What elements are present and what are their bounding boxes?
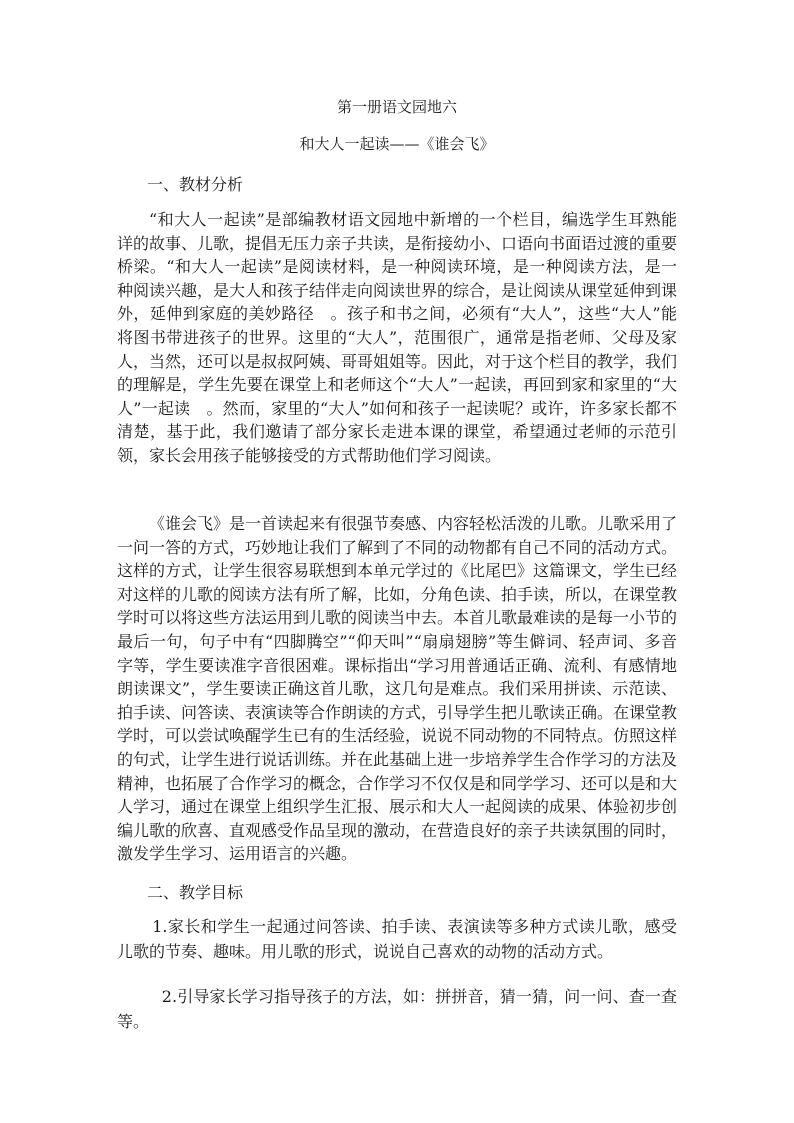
goal-item-2: 2.引导家长学习指导孩子的方法，如：拼拼音，猜一猜，问一问、查一查等。 [117,987,677,1031]
section-heading-goals: 二、教学目标 [147,883,244,902]
document-title: 第一册语文园地六 [336,98,457,116]
goal-item-1: 1.家长和学生一起通过问答读、拍手读、表演读等多种方式读儿歌，感受儿歌的节奏、趣味。用儿歌的形式，说说自己喜欢的动物的活动方式。 [117,917,677,961]
paragraph-analysis-1: “和大人一起读”是部编教材语文园地中新增的一个栏目，编选学生耳熟能详的故事、儿歌，提倡无压力亲子共读，是衔接幼小、口语向书面语过渡的重要桥梁。“和大人一起读”是阅读材料，是一种阅读环境，是一种阅读方法，是一种阅读兴趣，是大人和孩子结伴走向阅读世界的综合，是让阅读从课堂延伸到课外，延伸到家庭的美妙路径 。孩子和书之间，必须有“大人”，这些“大人”能将图书带进孩子的世界。这里的“大人”，范围很广，通常是指老师、父母及家人，当然，还可以是叔叔阿姨、哥哥姐姐等。因此，对于这个栏目的教学，我们的理解是，学生先要在课堂上和老师这个“大人”一起读，再回到家和家里的“大人”一起读 。然而，家里的“大人”如何和孩子一起读呢？或许，许多家长都不清楚，基于此，我们邀请了部分家长走进本课的课堂，希望通过老师的示范引领，家长会用孩子能够接受的方式帮助他们学习阅读。 [117,210,678,465]
section-heading-analysis: 一、教材分析 [147,175,244,194]
paragraph-analysis-2: 《谁会飞》是一首读起来有很强节奏感、内容轻松活泼的儿歌。儿歌采用了一问一答的方式，巧妙地让我们了解到了不同的动物都有自己不同的活动方式。这样的方式，让学生很容易联想到本单元学过的《比尾巴》这篇课文，学生已经对这样的儿歌的阅读方法有所了解，比如，分角色读、拍手读，所以，在课堂教学时可以将这些方法运用到儿歌的阅读当中去。本首儿歌最难读的是每一小节的最后一句，句子中有“四脚腾空”“仰天叫”“扇扇翅膀”等生僻词、轻声词、多音字等，学生要读准字音很困难。课标指出“学习用普通话正确、流利、有感情地朗读课文”，学生要读正确这首儿歌，这几句是难点。我们采用拼读、示范读、拍手读、问答读、表演读等合作朗读的方式，引导学生把儿歌读正确。在课堂教学时，可以尝试唤醒学生已有的生活经验，说说不同动物的不同特点。仿照这样的句式，让学生进行说话训练。并在此基础上进一步培养学生合作学习的方法及精神，也拓展了合作学习的概念，合作学习不仅仅是和同学学习、还可以是和大人学习，通过在课堂上组织学生汇报、展示和大人一起阅读的成果、体验初步创编儿歌的欣喜、直观感受作品呈现的激动，在营造良好的亲子共读氛围的同时，激发学生学习、运用语言的兴趣。 [117,514,678,864]
document-subtitle: 和大人一起读——《谁会飞》 [299,135,495,153]
